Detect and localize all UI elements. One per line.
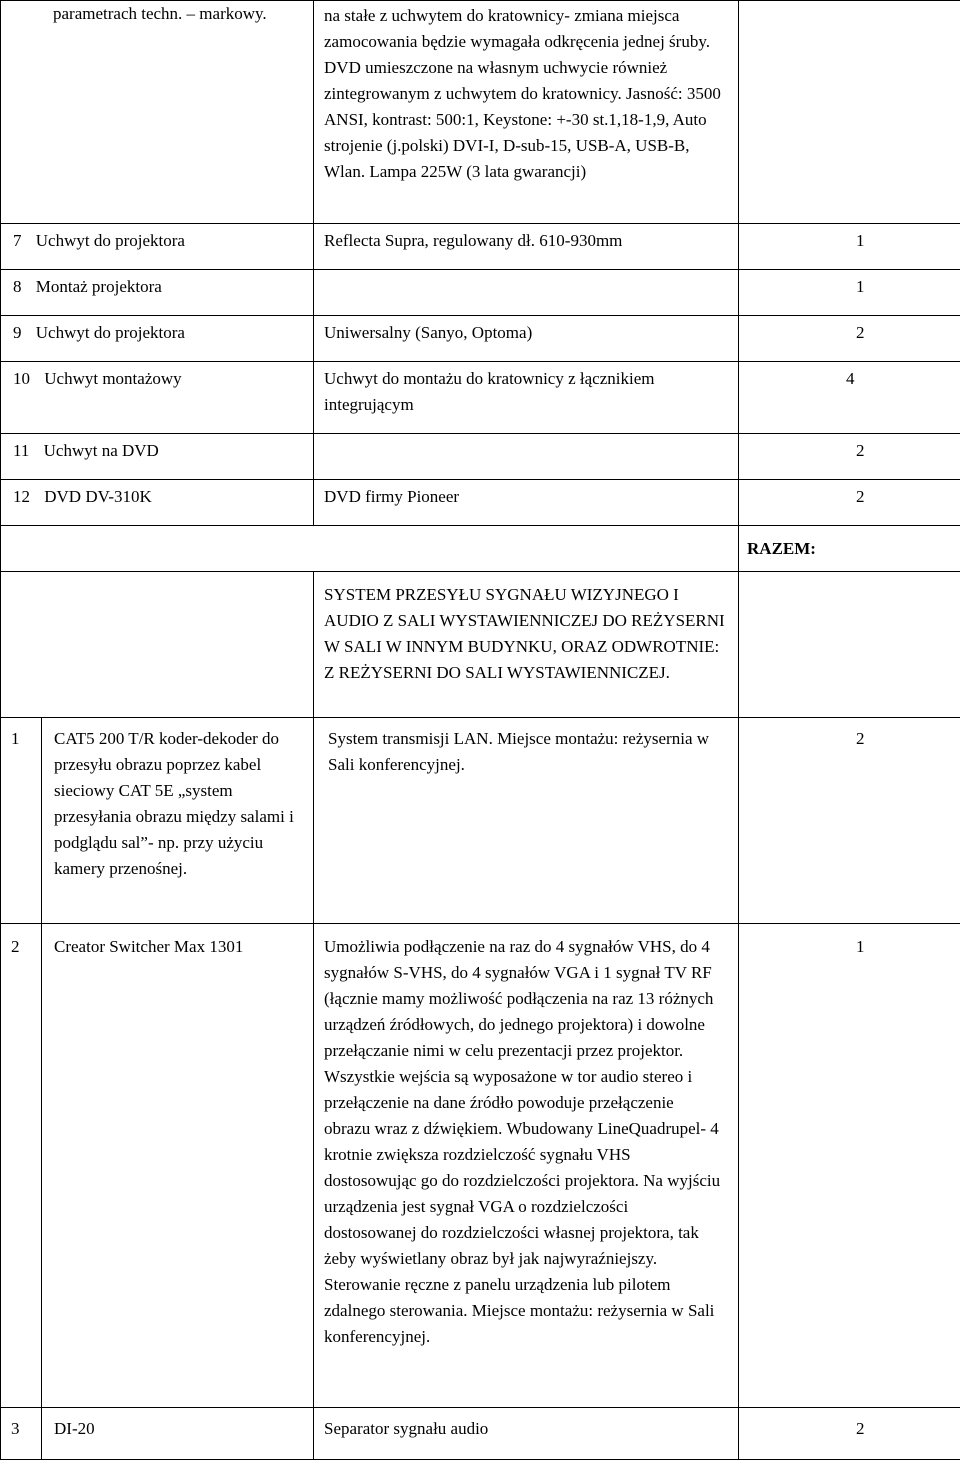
- row-number: 1: [1, 718, 42, 924]
- row-number: 3: [1, 1408, 42, 1460]
- table-row: [1, 718, 960, 924]
- row-name: Uchwyt na DVD: [43, 441, 159, 460]
- row-number: 9: [13, 323, 22, 342]
- table-row: [1, 224, 960, 270]
- section-header-row: [1, 572, 960, 718]
- row-name: Uchwyt do projektora: [35, 323, 185, 342]
- table-row: [1, 1, 960, 224]
- row-spec: System transmisji LAN. Miejsce montażu: reżysernia w Sali konferencyjnej.: [314, 718, 739, 924]
- row-qty: 2: [856, 487, 865, 506]
- row-qty: 1: [856, 937, 865, 956]
- table-row: [1, 1408, 960, 1460]
- row-spec: Uniwersalny (Sanyo, Optoma): [314, 316, 739, 362]
- row-qty: 4: [846, 369, 855, 388]
- row-spec: Separator sygnału audio: [314, 1408, 739, 1460]
- row-number: 11: [13, 441, 30, 460]
- row-qty: [739, 1, 960, 224]
- row-qty: 1: [856, 231, 865, 250]
- row-spec: Uchwyt do montażu do kratownicy z łącznikiem integrującym: [314, 362, 739, 434]
- row-spec: [314, 434, 739, 480]
- table-row: [1, 362, 960, 434]
- row-name: Uchwyt do projektora: [35, 231, 185, 250]
- table-row: [1, 270, 960, 316]
- row-name: parametrach techn. – markowy.: [1, 1, 314, 224]
- row-spec: [314, 270, 739, 316]
- row-number: 8: [13, 277, 22, 296]
- table-row: [1, 924, 960, 1408]
- row-spec: Reflecta Supra, regulowany dł. 610-930mm: [314, 224, 739, 270]
- row-name: Montaż projektora: [35, 277, 162, 296]
- row-spec: DVD firmy Pioneer: [314, 480, 739, 526]
- total-row: [1, 526, 960, 572]
- section-title: SYSTEM PRZESYŁU SYGNAŁU WIZYJNEGO I AUDIO Z SALI WYSTAWIENNICZEJ DO REŻYSERNI W SALI W INNYM BUDYNKU, ORAZ ODWROTNIE: Z REŻYSERNI DO SALI WYSTAWIENNICZEJ.: [314, 572, 739, 718]
- row-qty: 2: [856, 323, 865, 342]
- total-label: RAZEM:: [739, 526, 960, 572]
- row-name: Creator Switcher Max 1301: [42, 924, 314, 1408]
- row-name: CAT5 200 T/R koder-dekoder do przesyłu obrazu poprzez kabel sieciowy CAT 5E „system przesyłania obrazu między salami i podglądu sal”- np. przy użyciu kamery przenośnej.: [42, 718, 314, 924]
- row-number: 12: [13, 487, 30, 506]
- row-spec: Umożliwia podłączenie na raz do 4 sygnałów VHS, do 4 sygnałów S-VHS, do 4 sygnałów VGA i 1 sygnał TV RF (łącznie mamy możliwość podłączenia na raz 13 różnych urządzeń źródłowych, do jednego projektora) i dowolne przełączanie nimi w celu prezentacji przez projektor. Wszystkie wejścia są wyposażone w tor audio stereo i przełączenie na dane źródło powoduje przełączenie obrazu wraz z dźwiękiem. Wbudowany LineQuadrupel- 4 krotnie zwiększa rozdzielczość sygnału VHS dostosowując go do rozdzielczości projektora. Na wyjściu urządzenia jest sygnał VGA o rozdzielczości dostosowanej do rozdzielczości własnej projektora, tak żeby wyświetlany obraz był jak najwyraźniejszy. Sterowanie ręczne z panelu urządzenia lub pilotem zdalnego sterowania. Miejsce montażu: reżysernia w Sali konferencyjnej.: [314, 924, 739, 1408]
- table-row: [1, 480, 960, 526]
- row-name: DVD DV-310K: [44, 487, 152, 506]
- row-spec: na stałe z uchwytem do kratownicy- zmiana miejsca zamocowania będzie wymagała odkręcenia jednej śruby. DVD umieszczone na własnym uchwycie również zintegrowanym z uchwytem do kratownicy. Jasność: 3500 ANSI, kontrast: 500:1, Keystone: +-30 st.1,18-1,9, Auto strojenie (j.polski) DVI-I, D-sub-15, USB-A, USB-B, Wlan. Lampa 225W (3 lata gwarancji): [314, 1, 739, 224]
- table-row: [1, 316, 960, 362]
- row-name: DI-20: [42, 1408, 314, 1460]
- row-number: 2: [1, 924, 42, 1408]
- row-qty: 2: [856, 729, 865, 748]
- row-qty: 2: [856, 441, 865, 460]
- table-row: [1, 434, 960, 480]
- row-qty: 1: [856, 277, 865, 296]
- row-number: 7: [13, 231, 22, 250]
- row-number: 10: [13, 369, 30, 388]
- row-name: Uchwyt montażowy: [44, 369, 182, 388]
- row-qty: 2: [856, 1419, 865, 1438]
